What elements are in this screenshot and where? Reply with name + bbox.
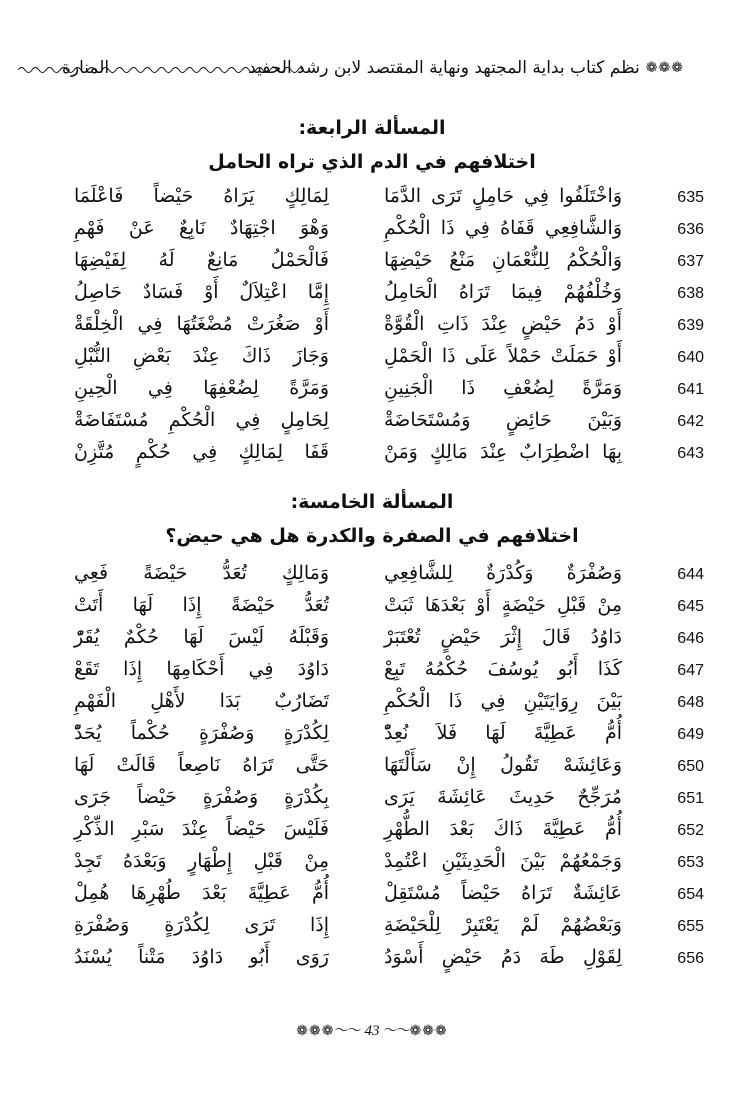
verse-second-hemistich: حَتَّى تَرَاهُ نَاصِعاً قَالَتْ لَهَا <box>74 754 329 776</box>
verse-row <box>0 754 744 786</box>
verse-first-hemistich: وَجَمْعُهُمْ بَيْنَ الْحَدِيثَيْنِ اعْتُمِدْ <box>384 850 622 872</box>
verse-first-hemistich: مِنْ قَبْلِ حَيْضَةٍ أَوْ بَعْدَهَا ثَبَتْ <box>384 594 622 616</box>
series-title: المنارة <box>62 58 110 78</box>
verse-number: 646 <box>677 630 704 647</box>
verse-first-hemistich: عَائِشَةٌ تَرَاهُ حَيْضاً مُسْتَقِلْ <box>384 882 622 904</box>
verse-row <box>0 626 744 658</box>
verse-number: 644 <box>677 566 704 583</box>
section-subtitle: اختلافهم في الدم الذي تراه الحامل <box>208 151 536 173</box>
header-title-group <box>248 58 684 78</box>
verse-first-hemistich: أُمُّ عَطِيَّةَ ذَاكَ بَعْدَ الطُّهْرِ <box>384 818 622 840</box>
verse-first-hemistich: بَيْنَ رِوَايَتَيْنِ فِي ذَا الْحُكْمِ <box>384 690 622 712</box>
page-number: 43 <box>364 1023 380 1039</box>
verse-number: 651 <box>677 790 704 807</box>
verse-first-hemistich: أُمُّ عَطِيَّةَ لَهَا فَلاَ نُعِدّْ <box>384 722 622 744</box>
verse-number: 643 <box>677 445 704 462</box>
verse-number: 654 <box>677 886 704 903</box>
verse-second-hemistich: لِحَامِلٍ فِي الْحُكْمِ مُسْتَفَاضَةْ <box>74 409 329 431</box>
verse-number: 655 <box>677 918 704 935</box>
verse-row <box>0 345 744 377</box>
verse-first-hemistich: وَخُلْفُهُمْ فِيمَا تَرَاهُ الْحَامِلُ <box>384 281 622 303</box>
verse-row <box>0 217 744 249</box>
verse-number: 640 <box>677 349 704 366</box>
verse-second-hemistich: أَوْ صَغُرَتْ مُضْغَتُهَا فِي الْخِلْقَةْ <box>74 313 329 335</box>
verse-first-hemistich: أَوْ حَمَلَتْ حَمْلاً عَلَى ذَا الْحَمْلِ <box>384 345 622 367</box>
flower-ornament-icon: ❁❁❁ <box>296 1023 335 1039</box>
flower-ornament-icon: ❁❁❁ <box>409 1023 448 1039</box>
verse-number: 635 <box>677 189 704 206</box>
verse-row <box>0 409 744 441</box>
verse-row <box>0 914 744 946</box>
verse-first-hemistich: كَذَا أَبُو يُوسُفَ حُكْمُهُ تَبِعْ <box>384 658 622 680</box>
verse-second-hemistich: تَضَارُبٌ بَدَا لأَهْلِ الْفَهْمِ <box>74 690 329 712</box>
verse-first-hemistich: وَعَائِشَهْ تَقُولُ إِنْ سَأَلْتَهَا <box>384 754 622 776</box>
book-title: نظم كتاب بداية المجتهد ونهاية المقتصد لابن رشد الحفيد <box>248 58 640 78</box>
verse-number: 639 <box>677 317 704 334</box>
verse-row <box>0 562 744 594</box>
verse-second-hemistich: أُمُّ عَطِيَّةَ بَعْدَ طُهْرِهَا هُمِلْ <box>74 882 329 904</box>
verse-number: 656 <box>677 950 704 967</box>
verse-second-hemistich: مِنْ قَبْلِ إِطْهَارٍ وَبَعْدَهُ تَجِدْ <box>74 850 329 872</box>
verse-row <box>0 377 744 409</box>
page-header <box>62 58 684 88</box>
verse-row <box>0 594 744 626</box>
verse-second-hemistich: تُعَدُّ حَيْضَةً إِذَا لَهَا أَتَتْ <box>74 594 329 616</box>
verse-second-hemistich: قَفَا لِمَالِكٍ فِي حُكْمٍ مُتَّزِنْ <box>74 441 329 463</box>
verse-number: 647 <box>677 662 704 679</box>
verse-second-hemistich: رَوَى أَبُو دَاوُدَ مَتْناً يُسْنَدُ <box>74 946 329 968</box>
verse-second-hemistich: إِذَا تَرَى لِكُدْرَةٍ وَصُفْرَةِ <box>74 914 329 936</box>
verse-second-hemistich: إِمَّا اعْتِلاَلٌ أَوْ فَسَادٌ حَاصِلُ <box>74 281 329 303</box>
verse-first-hemistich: أَوْ دَمُ حَيْضٍ عِنْدَ ذَاتِ الْقُوَّةْ <box>384 313 622 335</box>
verse-number: 637 <box>677 253 704 270</box>
verse-number: 636 <box>677 221 704 238</box>
verse-number: 648 <box>677 694 704 711</box>
verse-second-hemistich: وَقَبْلَهُ لَيْسَ لَهَا حُكْمٌ يُقَرّْ <box>74 626 329 648</box>
verse-row <box>0 658 744 690</box>
verse-row <box>0 249 744 281</box>
verse-row <box>0 313 744 345</box>
flower-ornament-icon: ❁❁❁ <box>645 60 684 76</box>
verse-first-hemistich: بِهَا اضْطِرَابٌ عِنْدَ مَالِكٍ وَمَنْ <box>384 441 622 463</box>
section-subtitle: اختلافهم في الصفرة والكدرة هل هي حيض؟ <box>165 525 579 547</box>
verse-second-hemistich: دَاوُدَ فِي أَحْكَامِهَا إِذَا تَقَعْ <box>74 658 329 680</box>
wavy-divider: 〜〜 <box>334 1023 361 1039</box>
verse-second-hemistich: وَمَالِكٍ تُعَدُّ حَيْضَةً فَعِي <box>74 562 329 584</box>
verse-row <box>0 818 744 850</box>
page-footer <box>0 1020 744 1040</box>
verse-row <box>0 850 744 882</box>
verse-number: 652 <box>677 822 704 839</box>
verse-second-hemistich: فَالْحَمْلُ مَانِعٌ لَهُ لِفَيْضِهَا <box>74 249 329 271</box>
verse-row <box>0 441 744 473</box>
verse-number: 653 <box>677 854 704 871</box>
verse-first-hemistich: دَاوُدُ قَالَ إِثْرَ حَيْضٍ تُعْتَبَرْ <box>384 626 622 648</box>
verse-number: 642 <box>677 413 704 430</box>
verse-first-hemistich: وَبَيْنَ حَائِضٍ وَمُسْتَحَاضَةْ <box>384 409 622 431</box>
verse-row <box>0 281 744 313</box>
verse-second-hemistich: لِكُدْرَةٍ وَصُفْرَةٍ حُكْماً يُحَدّْ <box>74 722 329 744</box>
verse-first-hemistich: وَصُفْرَةٌ وَكُدْرَةٌ لِلشَّافِعِي <box>384 562 622 584</box>
verse-first-hemistich: وَاخْتَلَفُوا فِي حَامِلٍ تَرَى الدَّمَا <box>384 185 622 207</box>
verse-second-hemistich: وَمَرَّةً لِضُعْفِهَا فِي الْحِينِ <box>74 377 329 399</box>
verse-first-hemistich: وَبَعْضُهُمْ لَمْ يَعْتَبِرْ لِلْحَيْضَةِ <box>384 914 622 936</box>
verse-row <box>0 185 744 217</box>
verse-number: 641 <box>677 381 704 398</box>
verse-first-hemistich: مُرَجِّحٌ حَدِيثَ عَائِشَةَ يَرَى <box>384 786 622 808</box>
verse-second-hemistich: بِكُدْرَةٍ وَصُفْرَةٍ حَيْضاً جَرَى <box>74 786 329 808</box>
verse-second-hemistich: فَلَيْسَ حَيْضاً عِنْدَ سَبْرِ الذِّكْرِ <box>74 818 329 840</box>
verse-number: 650 <box>677 758 704 775</box>
section-title: المسألة الرابعة: <box>298 117 446 139</box>
verse-second-hemistich: وَجَازَ ذَاكَ عِنْدَ بَعْضِ النُّبْلِ <box>74 345 329 367</box>
verse-row <box>0 722 744 754</box>
wavy-divider: 〜〜 <box>383 1023 410 1039</box>
verse-number: 649 <box>677 726 704 743</box>
verse-first-hemistich: وَالشَّافِعِي قَفَاهُ فِي ذَا الْحُكْمِ <box>384 217 622 239</box>
verse-row <box>0 946 744 978</box>
verse-second-hemistich: لِمَالِكٍ يَرَاهُ حَيْضاً فَاعْلَمَا <box>74 185 329 207</box>
verse-first-hemistich: وَمَرَّةً لِضُعْفِ ذَا الْجَنِينِ <box>384 377 622 399</box>
verse-row <box>0 690 744 722</box>
section-title: المسألة الخامسة: <box>290 491 454 513</box>
wavy-divider <box>18 64 302 76</box>
verse-number: 638 <box>677 285 704 302</box>
verse-row <box>0 786 744 818</box>
verse-row <box>0 882 744 914</box>
verse-first-hemistich: وَالْحُكْمُ لِلنُّعْمَانِ مَنْعُ حَيْضِهَا <box>384 249 622 271</box>
verse-number: 645 <box>677 598 704 615</box>
verse-first-hemistich: لِقَوْلِ طَهَ دَمُ حَيْضٍ أَسْوَدُ <box>384 946 622 968</box>
verse-second-hemistich: وَهْوَ اجْتِهَادٌ نَابِعٌ عَنْ فَهْمِ <box>74 217 329 239</box>
